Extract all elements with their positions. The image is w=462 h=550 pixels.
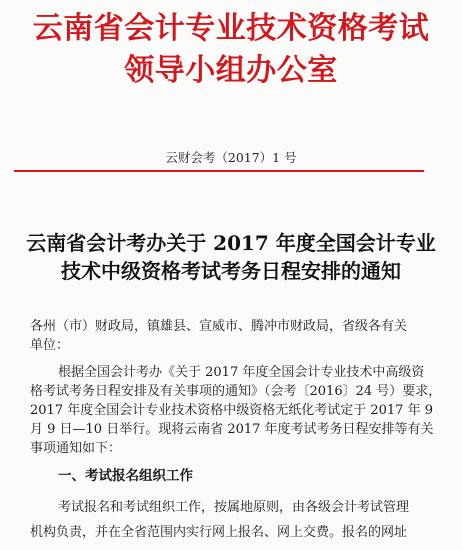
para1-line5: 事项通知如下： [30,441,122,456]
document-number: 云财会考（2017）1 号 [165,150,297,165]
address-line1: 各州（市）财政局，镇雄县、宣威市、腾冲市财政局，省级各有关 [30,319,408,334]
para1-line3: 2017 年度全国会计专业技术资格中级资格无纸化考试定于 2017 年 9 [30,403,433,418]
para1-line1: 根据全国会计考办《关于 2017 年度全国会计专业技术中高级资 [58,365,425,380]
notice-title-line1: 云南省会计考办关于 2017 年度全国会计专业 [26,231,436,255]
address-line2: 单位： [30,338,70,353]
para1-line4: 月 9 日—10 日举行。现将云南省 2017 年度考试考务日程安排等有关 [30,422,434,437]
issuer-title-line1: 云南省会计专业技术资格考试 [32,11,430,46]
notice-title-line2: 技术中级资格考试考务日程安排的通知 [61,259,401,283]
section1-line2: 机构负责，并在全省范围内实行网上报名、网上交费。报名的网址 [30,525,408,540]
para1-line2: 格考试考务日程安排及有关事项的通知》（会考〔2016〕24 号）要求， [30,384,442,399]
section1-heading: 一、考试报名组织工作 [58,468,193,484]
red-divider-line [14,170,424,172]
section1-line1: 考试报名和考试组织工作，按属地原则，由各级会计考试管理 [58,500,410,515]
issuer-title-line2: 领导小组办公室 [124,53,338,88]
